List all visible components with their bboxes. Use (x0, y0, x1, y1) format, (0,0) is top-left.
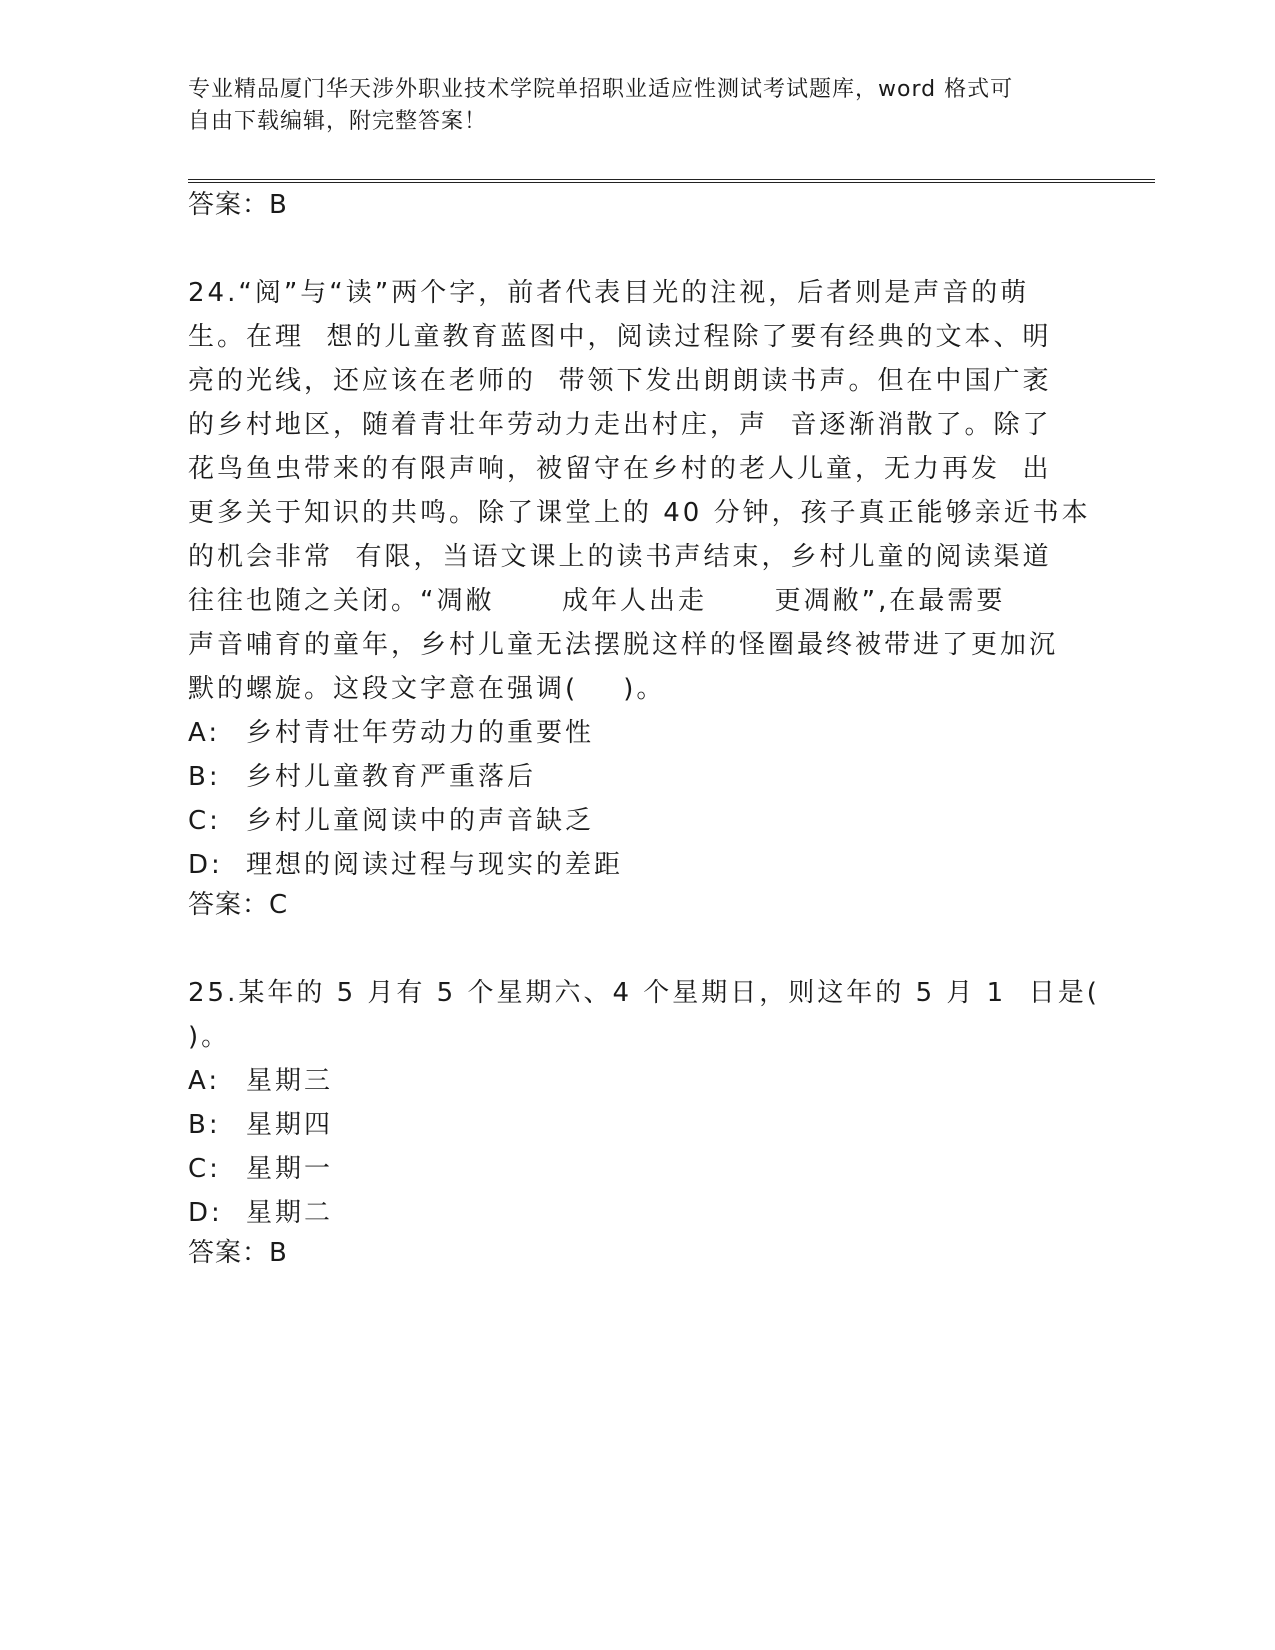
question-25-line: 25.某年的 5 月有 5 个星期六、4 个星期日，则这年的 5 月 1 日是( (188, 978, 1100, 1008)
question-25-line: )。 (188, 1022, 231, 1052)
option-letter: A: (188, 1066, 221, 1096)
option-letter: C: (188, 1154, 221, 1184)
option-letter: B: (188, 1110, 221, 1140)
question-24-line: 默的螺旋。这段文字意在强调( )。 (188, 674, 666, 704)
option-text: 乡村儿童教育严重落后 (246, 762, 537, 792)
option-letter: B: (188, 762, 221, 792)
option-text: 星期四 (246, 1110, 334, 1140)
option-d (188, 1192, 333, 1229)
option-letter: C: (188, 806, 221, 836)
option-text: 星期二 (246, 1198, 334, 1228)
header-line: 专业精品厦门华天涉外职业技术学院单招职业适应性测试考试题库，word 格式可 (188, 77, 1014, 102)
question-24-line: 更多关于知识的共鸣。除了课堂上的 40 分钟，孩子真正能够亲近书本 (188, 498, 1091, 528)
option-letter: D: (188, 850, 223, 880)
question-24-line: 的机会非常 有限，当语文课上的读书声结束，乡村儿童的阅读渠道 (188, 542, 1052, 572)
option-text: 理想的阅读过程与现实的差距 (246, 850, 624, 880)
question-24-line: 亮的光线，还应该在老师的 带领下发出朗朗读书声。但在中国广袤 (188, 366, 1052, 396)
question-24-line: 24.“阅”与“读”两个字，前者代表目光的注视，后者则是声音的萌 (188, 278, 1030, 308)
option-b (188, 1104, 333, 1141)
option-a (188, 1060, 333, 1097)
question-24-line: 生。在理 想的儿童教育蓝图中，阅读过程除了要有经典的文本、明 (188, 322, 1052, 352)
answer-25: 答案：B (188, 1238, 288, 1268)
option-text: 乡村儿童阅读中的声音缺乏 (246, 806, 595, 836)
question-24-line: 往往也随之关闭。“凋敝 成年人出走 更凋敝”,在最需要 (188, 586, 1006, 616)
option-d (188, 844, 623, 881)
page-header (188, 74, 1068, 138)
header-line: 自由下载编辑，附完整答案！ (188, 109, 488, 134)
header-divider (188, 179, 1155, 183)
option-a (188, 712, 594, 749)
question-24-line: 声音哺育的童年，乡村儿童无法摆脱这样的怪圈最终被带进了更加沉 (188, 630, 1059, 660)
option-text: 乡村青壮年劳动力的重要性 (246, 718, 595, 748)
option-letter: A: (188, 718, 221, 748)
option-c (188, 1148, 333, 1185)
option-text: 星期一 (246, 1154, 334, 1184)
answer-24: 答案：C (188, 890, 289, 920)
option-letter: D: (188, 1198, 223, 1228)
option-b (188, 756, 536, 793)
option-c (188, 800, 594, 837)
question-24-line: 的乡村地区，随着青壮年劳动力走出村庄，声 音逐渐消散了。除了 (188, 410, 1052, 440)
question-24-line: 花鸟鱼虫带来的有限声响，被留守在乡村的老人儿童，无力再发 出 (188, 454, 1052, 484)
answer-prev: 答案：B (188, 190, 288, 220)
option-text: 星期三 (246, 1066, 334, 1096)
